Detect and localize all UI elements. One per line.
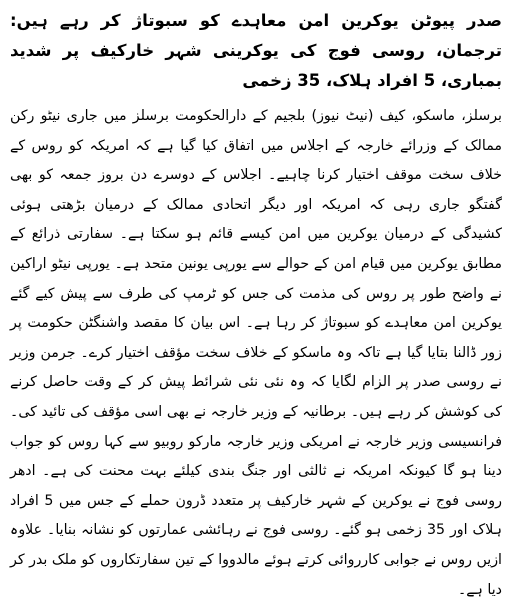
- article-headline: صدر پیوٹن یوکرین امن معاہدے کو سبوتاژ کر رہے ہیں: ترجمان، روسی فوج کی یوکرینی شہر خارکیف پر شدید بمباری، 5 افراد ہلاک، 35 زخمی: [10, 11, 502, 90]
- article-body: برسلز، ماسکو، کیف (نیٹ نیوز) بلجیم کے دارالحکومت برسلز میں جاری نیٹو رکن ممالک کے وزرائے خارجہ کے اجلاس میں اتفاق کیا گیا ہے کہ امریکہ کو روس کے خلاف سخت موقف اختیار کرنا چاہیے۔ اجلاس کے دوسرے دن بروز جمعہ کو بھی گفتگو جاری رہی کہ امریکہ اور دیگر اتحادی ممالک کے درمیان بڑھتی ہوئی کشیدگی کے درمیان یوکرین میں امن کیسے قائم ہو سکتا ہے۔ سفارتی ذرائع کے مطابق یوکرین میں قیام امن کے حوالے سے یورپی یونین متحد ہے۔ یورپی نیٹو اراکین نے واضح طور پر روس کی مذمت کی جس کو ٹرمپ کی طرف سے پیش کیے گئے یوکرین امن معاہدے کو سبوتاژ کر رہا ہے۔ اس بیان کا مقصد واشنگٹن حکومت پر زور ڈالنا بتایا گیا ہے تاکہ وہ ماسکو کے خلاف سخت مؤقف اختیار کرے۔ جرمن وزیر نے روسی صدر پر الزام لگایا کہ وہ نئی نئی شرائط پیش کر کے وقت حاصل کرنے کی کوشش کر رہے ہیں۔ برطانیہ کے وزیر خارجہ نے بھی اسی مؤقف کی تائید کی۔ فرانسیسی وزیر خارجہ نے امریکی وزیر خارجہ مارکو روبیو سے کہا روس کو جواب دینا ہو گا کیونکہ امریکہ نے ثالثی اور جنگ بندی کیلئے بہت محنت کی ہے۔ ادھر روسی فوج نے یوکرین کے شہر خارکیف پر متعدد ڈرون حملے کے جس میں 5 افراد ہلاک اور 35 زخمی ہو گئے۔ روسی فوج نے رہائشی عمارتوں کو نشانہ بنایا۔ علاوہ ازیں روس نے جوابی کارروائی کرتے ہوئے مالدووا کے تین سفارتکاروں کو ملک بدر کر دیا ہے۔: [10, 108, 503, 598]
